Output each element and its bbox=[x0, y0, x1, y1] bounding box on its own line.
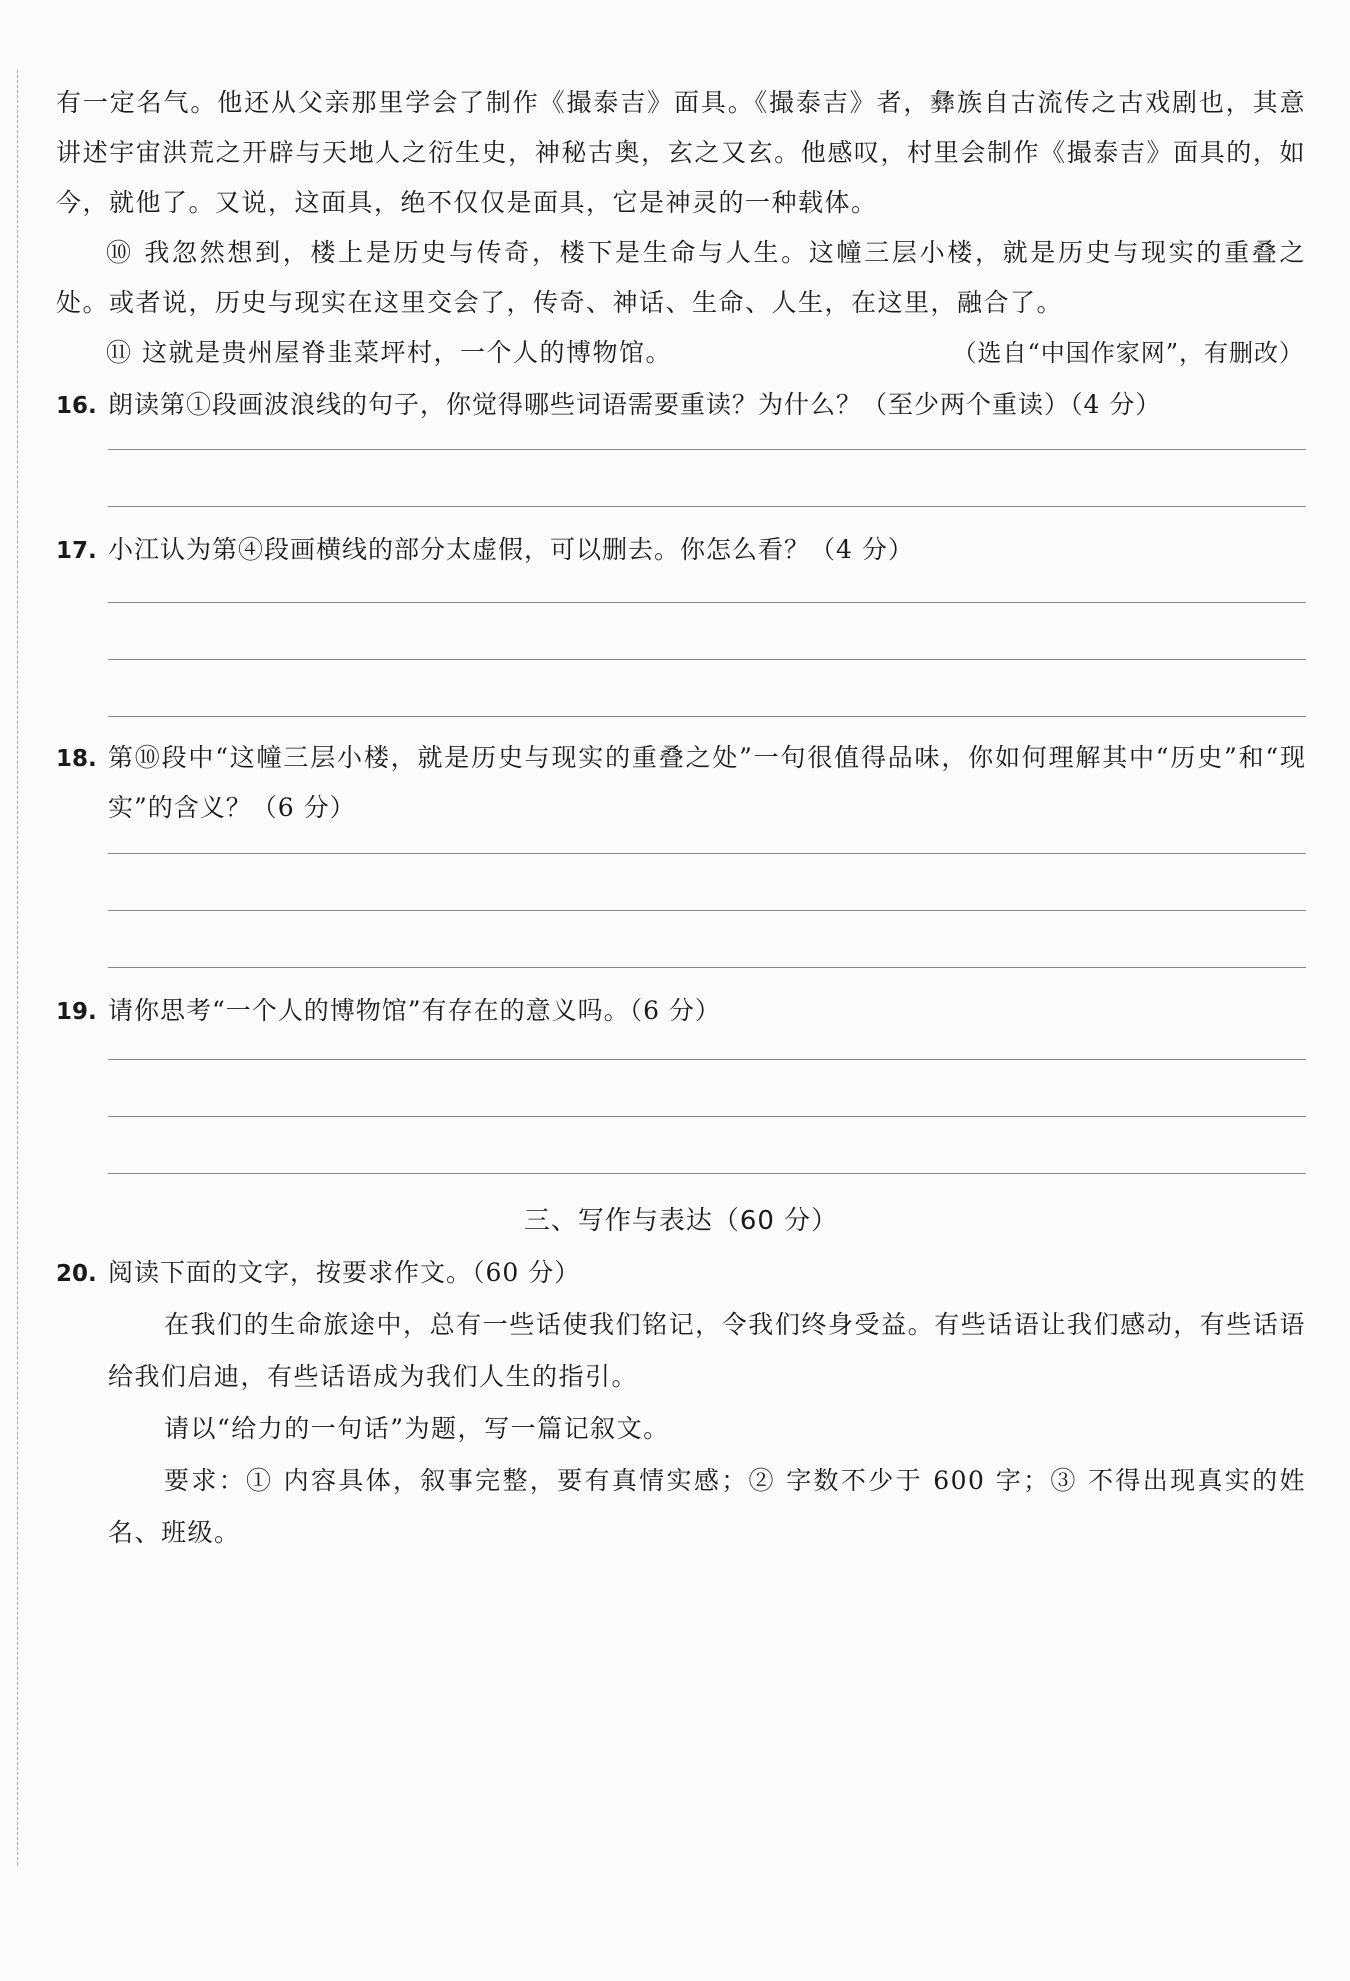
answer-line[interactable] bbox=[108, 1116, 1306, 1117]
passage-last-row bbox=[56, 328, 1306, 378]
passage-paragraph-10: ⑩ 我忽然想到，楼上是历史与传奇，楼下是生命与人生。这幢三层小楼，就是历史与现实的重叠之处。或者说，历史与现实在这里交会了，传奇、神话、生命、人生，在这里，融合了。 bbox=[56, 238, 1306, 317]
writing-task: 请以“给力的一句话”为题，写一篇记叙文。 bbox=[164, 1414, 670, 1443]
answer-line[interactable] bbox=[108, 506, 1306, 507]
answer-line[interactable] bbox=[108, 910, 1306, 911]
answer-line[interactable] bbox=[108, 1173, 1306, 1174]
passage-paragraph-continued: 有一定名气。他还从父亲那里学会了制作《撮泰吉》面具。《撮泰吉》者，彝族自古流传之古戏剧也，其意讲述宇宙洪荒之开辟与天地人之衍生史，神秘古奥，玄之又玄。他感叹，村里会制作《撮泰吉》面具的，如今，就他了。又说，这面具，绝不仅仅是面具，它是神灵的一种载体。 bbox=[56, 88, 1306, 217]
writing-requirements: 要求：① 内容具体，叙事完整，要有真情实感；② 字数不少于 600 字；③ 不得出现真实的姓名、班级。 bbox=[108, 1466, 1306, 1547]
question-17 bbox=[56, 525, 1306, 576]
answer-line[interactable] bbox=[108, 967, 1306, 968]
passage-paragraph-11: ⑪ 这就是贵州屋脊韭菜坪村，一个人的博物馆。 bbox=[106, 338, 672, 367]
answer-line[interactable] bbox=[108, 449, 1306, 450]
answer-line[interactable] bbox=[108, 716, 1306, 717]
answer-line[interactable] bbox=[108, 853, 1306, 854]
question-18 bbox=[56, 733, 1306, 833]
question-19 bbox=[56, 986, 1306, 1037]
answer-line[interactable] bbox=[108, 1059, 1306, 1060]
binding-margin-line bbox=[17, 70, 18, 1865]
question-number: 16. bbox=[56, 393, 97, 419]
passage-source: （选自“中国作家网”，有删改） bbox=[952, 339, 1304, 367]
question-number: 18. bbox=[56, 746, 97, 772]
question-text: 第⑩段中“这幢三层小楼，就是历史与现实的重叠之处”一句很值得品味，你如何理解其中“历史”和“现实”的含义？（6 分） bbox=[108, 743, 1306, 822]
page-content bbox=[56, 78, 1306, 1559]
question-text: 请你思考“一个人的博物馆”有存在的意义吗。（6 分） bbox=[108, 996, 721, 1025]
section-title: 三、写作与表达（60 分） bbox=[523, 1206, 839, 1236]
question-number: 20. bbox=[56, 1261, 97, 1287]
answer-line[interactable] bbox=[108, 659, 1306, 660]
question-text: 小江认为第④段画横线的部分太虚假，可以删去。你怎么看？（4 分） bbox=[108, 535, 914, 564]
answer-line[interactable] bbox=[108, 602, 1306, 603]
writing-material: 在我们的生命旅途中，总有一些话使我们铭记，令我们终身受益。有些话语让我们感动，有些话语给我们启迪，有些话语成为我们人生的指引。 bbox=[108, 1310, 1306, 1391]
question-number: 19. bbox=[56, 999, 97, 1025]
question-16 bbox=[56, 380, 1306, 431]
question-text: 朗读第①段画波浪线的句子，你觉得哪些词语需要重读？为什么？（至少两个重读）（4 分） bbox=[108, 390, 1162, 419]
question-text: 阅读下面的文字，按要求作文。（60 分） bbox=[108, 1258, 581, 1287]
question-number: 17. bbox=[56, 538, 97, 564]
question-20 bbox=[56, 1248, 1306, 1299]
